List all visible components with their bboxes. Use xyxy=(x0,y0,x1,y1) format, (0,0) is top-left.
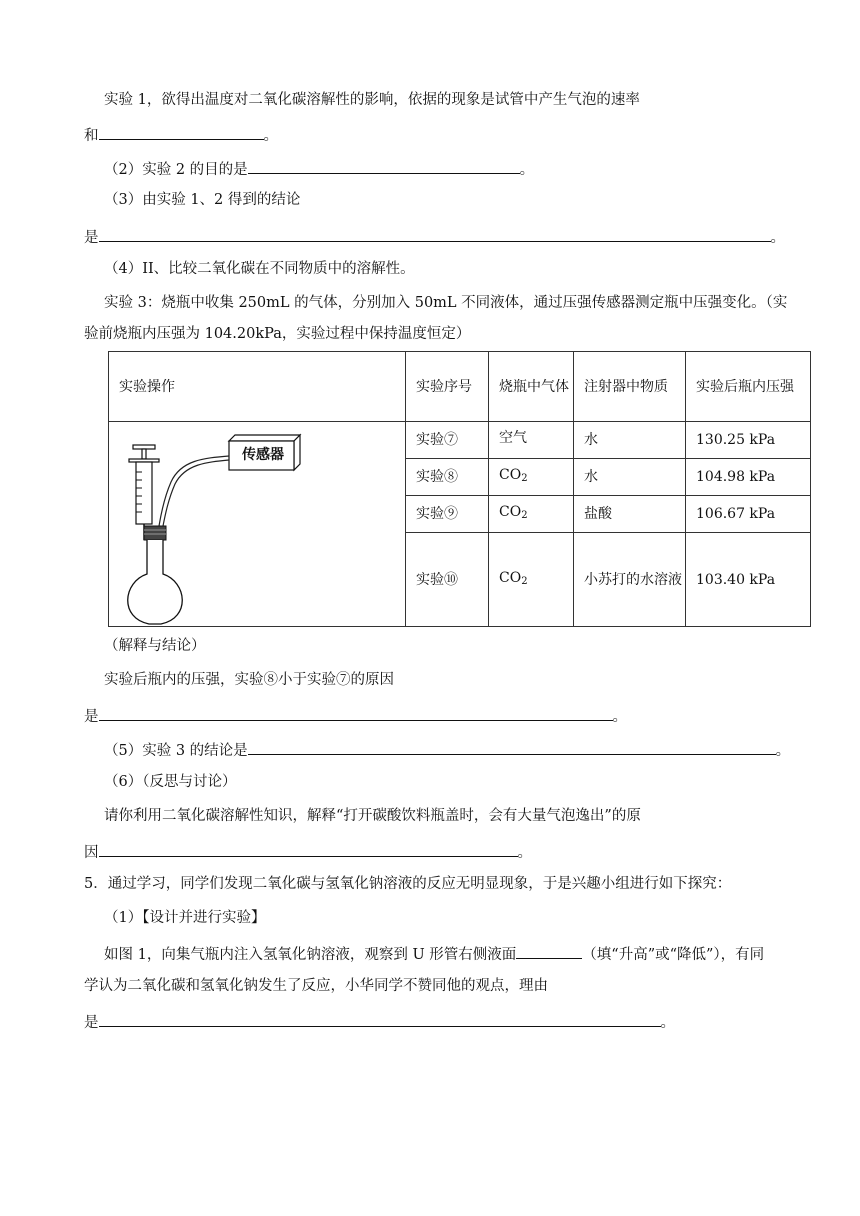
sensor-label: 传感器 xyxy=(242,447,284,463)
line-12-suffix: 。 xyxy=(775,743,791,759)
line-15-prefix: 因 xyxy=(84,845,99,861)
header-cell: 烧瓶中气体 xyxy=(489,352,574,422)
line-20 xyxy=(84,1010,675,1033)
line-5-suffix: 。 xyxy=(770,230,785,246)
line-20-prefix: 是 xyxy=(84,1015,99,1031)
line-20-suffix: 。 xyxy=(660,1015,675,1031)
experiment-table xyxy=(108,351,811,627)
gas-text: CO xyxy=(499,504,522,520)
header-cell: 实验后瓶内压强 xyxy=(686,352,811,422)
answer-blank[interactable] xyxy=(248,157,520,174)
line-18 xyxy=(104,942,764,965)
header-cell: 实验序号 xyxy=(406,352,489,422)
exp-id-cell: 实验⑩ xyxy=(406,533,489,627)
exp-id-cell: 实验⑦ xyxy=(406,422,489,459)
table-row xyxy=(109,422,811,459)
line-8: 验前烧瓶内压强为 104.20kPa，实验过程中保持温度恒定） xyxy=(84,326,471,342)
substance-cell: 小苏打的水溶液 xyxy=(574,533,686,627)
gas-subscript: 2 xyxy=(521,575,528,587)
line-2-suffix: 。 xyxy=(263,128,278,144)
apparatus-cell xyxy=(109,422,406,627)
pressure-cell: 106.67 kPa xyxy=(686,496,811,533)
answer-blank[interactable] xyxy=(99,1010,661,1027)
gas-cell xyxy=(489,422,574,459)
gas-cell xyxy=(489,533,574,627)
answer-blank[interactable] xyxy=(99,123,264,140)
line-4: （3）由实验 1、2 得到的结论 xyxy=(104,192,301,208)
line-5-prefix: 是 xyxy=(84,230,99,246)
answer-blank[interactable] xyxy=(99,225,771,242)
table-header-row xyxy=(109,352,811,422)
answer-blank[interactable] xyxy=(516,942,582,959)
line-14: 请你利用二氧化碳溶解性知识，解释“打开碳酸饮料瓶盖时，会有大量气泡逸出”的原 xyxy=(104,808,641,824)
line-11-prefix: 是 xyxy=(84,709,99,725)
gas-subscript: 2 xyxy=(521,510,528,521)
gas-text: CO xyxy=(499,569,522,586)
line-11-suffix: 。 xyxy=(612,709,627,725)
answer-blank[interactable] xyxy=(99,704,613,721)
line-16: 5．通过学习，同学们发现二氧化碳与氢氧化钠溶液的反应无明显现象，于是兴趣小组进行如下探究： xyxy=(84,876,732,892)
line-6: （4）II、比较二氧化碳在不同物质中的溶解性。 xyxy=(104,261,415,277)
gas-text: 空气 xyxy=(499,430,527,446)
header-cell: 实验操作 xyxy=(109,352,406,422)
gas-subscript: 2 xyxy=(521,473,528,484)
line-3-prefix: （2）实验 2 的目的是 xyxy=(104,162,248,178)
substance-cell: 盐酸 xyxy=(574,496,686,533)
line-18-suffix: （填“升高”或“降低”），有同 xyxy=(582,947,765,963)
line-15 xyxy=(84,840,532,863)
pressure-cell: 130.25 kPa xyxy=(686,422,811,459)
line-2 xyxy=(84,123,278,146)
substance-cell: 水 xyxy=(574,459,686,496)
line-3-suffix: 。 xyxy=(519,162,535,178)
line-15-suffix: 。 xyxy=(517,845,532,861)
pressure-cell: 103.40 kPa xyxy=(686,533,811,627)
rubber-stopper xyxy=(144,526,166,540)
line-18-prefix: 如图 1，向集气瓶内注入氢氧化钠溶液，观察到 U 形管右侧液面 xyxy=(104,947,517,963)
line-2-prefix: 和 xyxy=(84,128,99,144)
line-10: 实验后瓶内的压强，实验⑧小于实验⑦的原因 xyxy=(104,672,394,688)
substance-cell: 水 xyxy=(574,422,686,459)
pressure-cell: 104.98 kPa xyxy=(686,459,811,496)
line-13: （6）（反思与讨论） xyxy=(104,774,237,790)
line-12-prefix: （5）实验 3 的结论是 xyxy=(104,743,248,759)
exp-id-cell: 实验⑧ xyxy=(406,459,489,496)
line-12 xyxy=(104,738,790,761)
line-9: （解释与结论） xyxy=(104,638,206,654)
header-cell: 注射器中物质 xyxy=(574,352,686,422)
line-7: 实验 3：烧瓶中收集 250mL 的气体，分别加入 50mL 不同液体，通过压强传感器测定瓶中压强变化。（实 xyxy=(104,295,788,311)
answer-blank[interactable] xyxy=(248,738,776,755)
exp-id-cell: 实验⑨ xyxy=(406,496,489,533)
gas-cell xyxy=(489,459,574,496)
flask xyxy=(128,540,183,624)
answer-blank[interactable] xyxy=(99,840,518,857)
gas-cell xyxy=(489,496,574,533)
line-1: 实验 1，欲得出温度对二氧化碳溶解性的影响，依据的现象是试管中产生气泡的速率 xyxy=(104,92,640,108)
line-11 xyxy=(84,704,627,727)
gas-text: CO xyxy=(499,467,522,483)
line-3 xyxy=(104,157,534,180)
line-5 xyxy=(84,225,785,248)
line-17: （1）【设计并进行实验】 xyxy=(104,910,266,926)
line-19: 学认为二氧化碳和氢氧化钠发生了反应，小华同学不赞同他的观点，理由 xyxy=(84,978,548,994)
